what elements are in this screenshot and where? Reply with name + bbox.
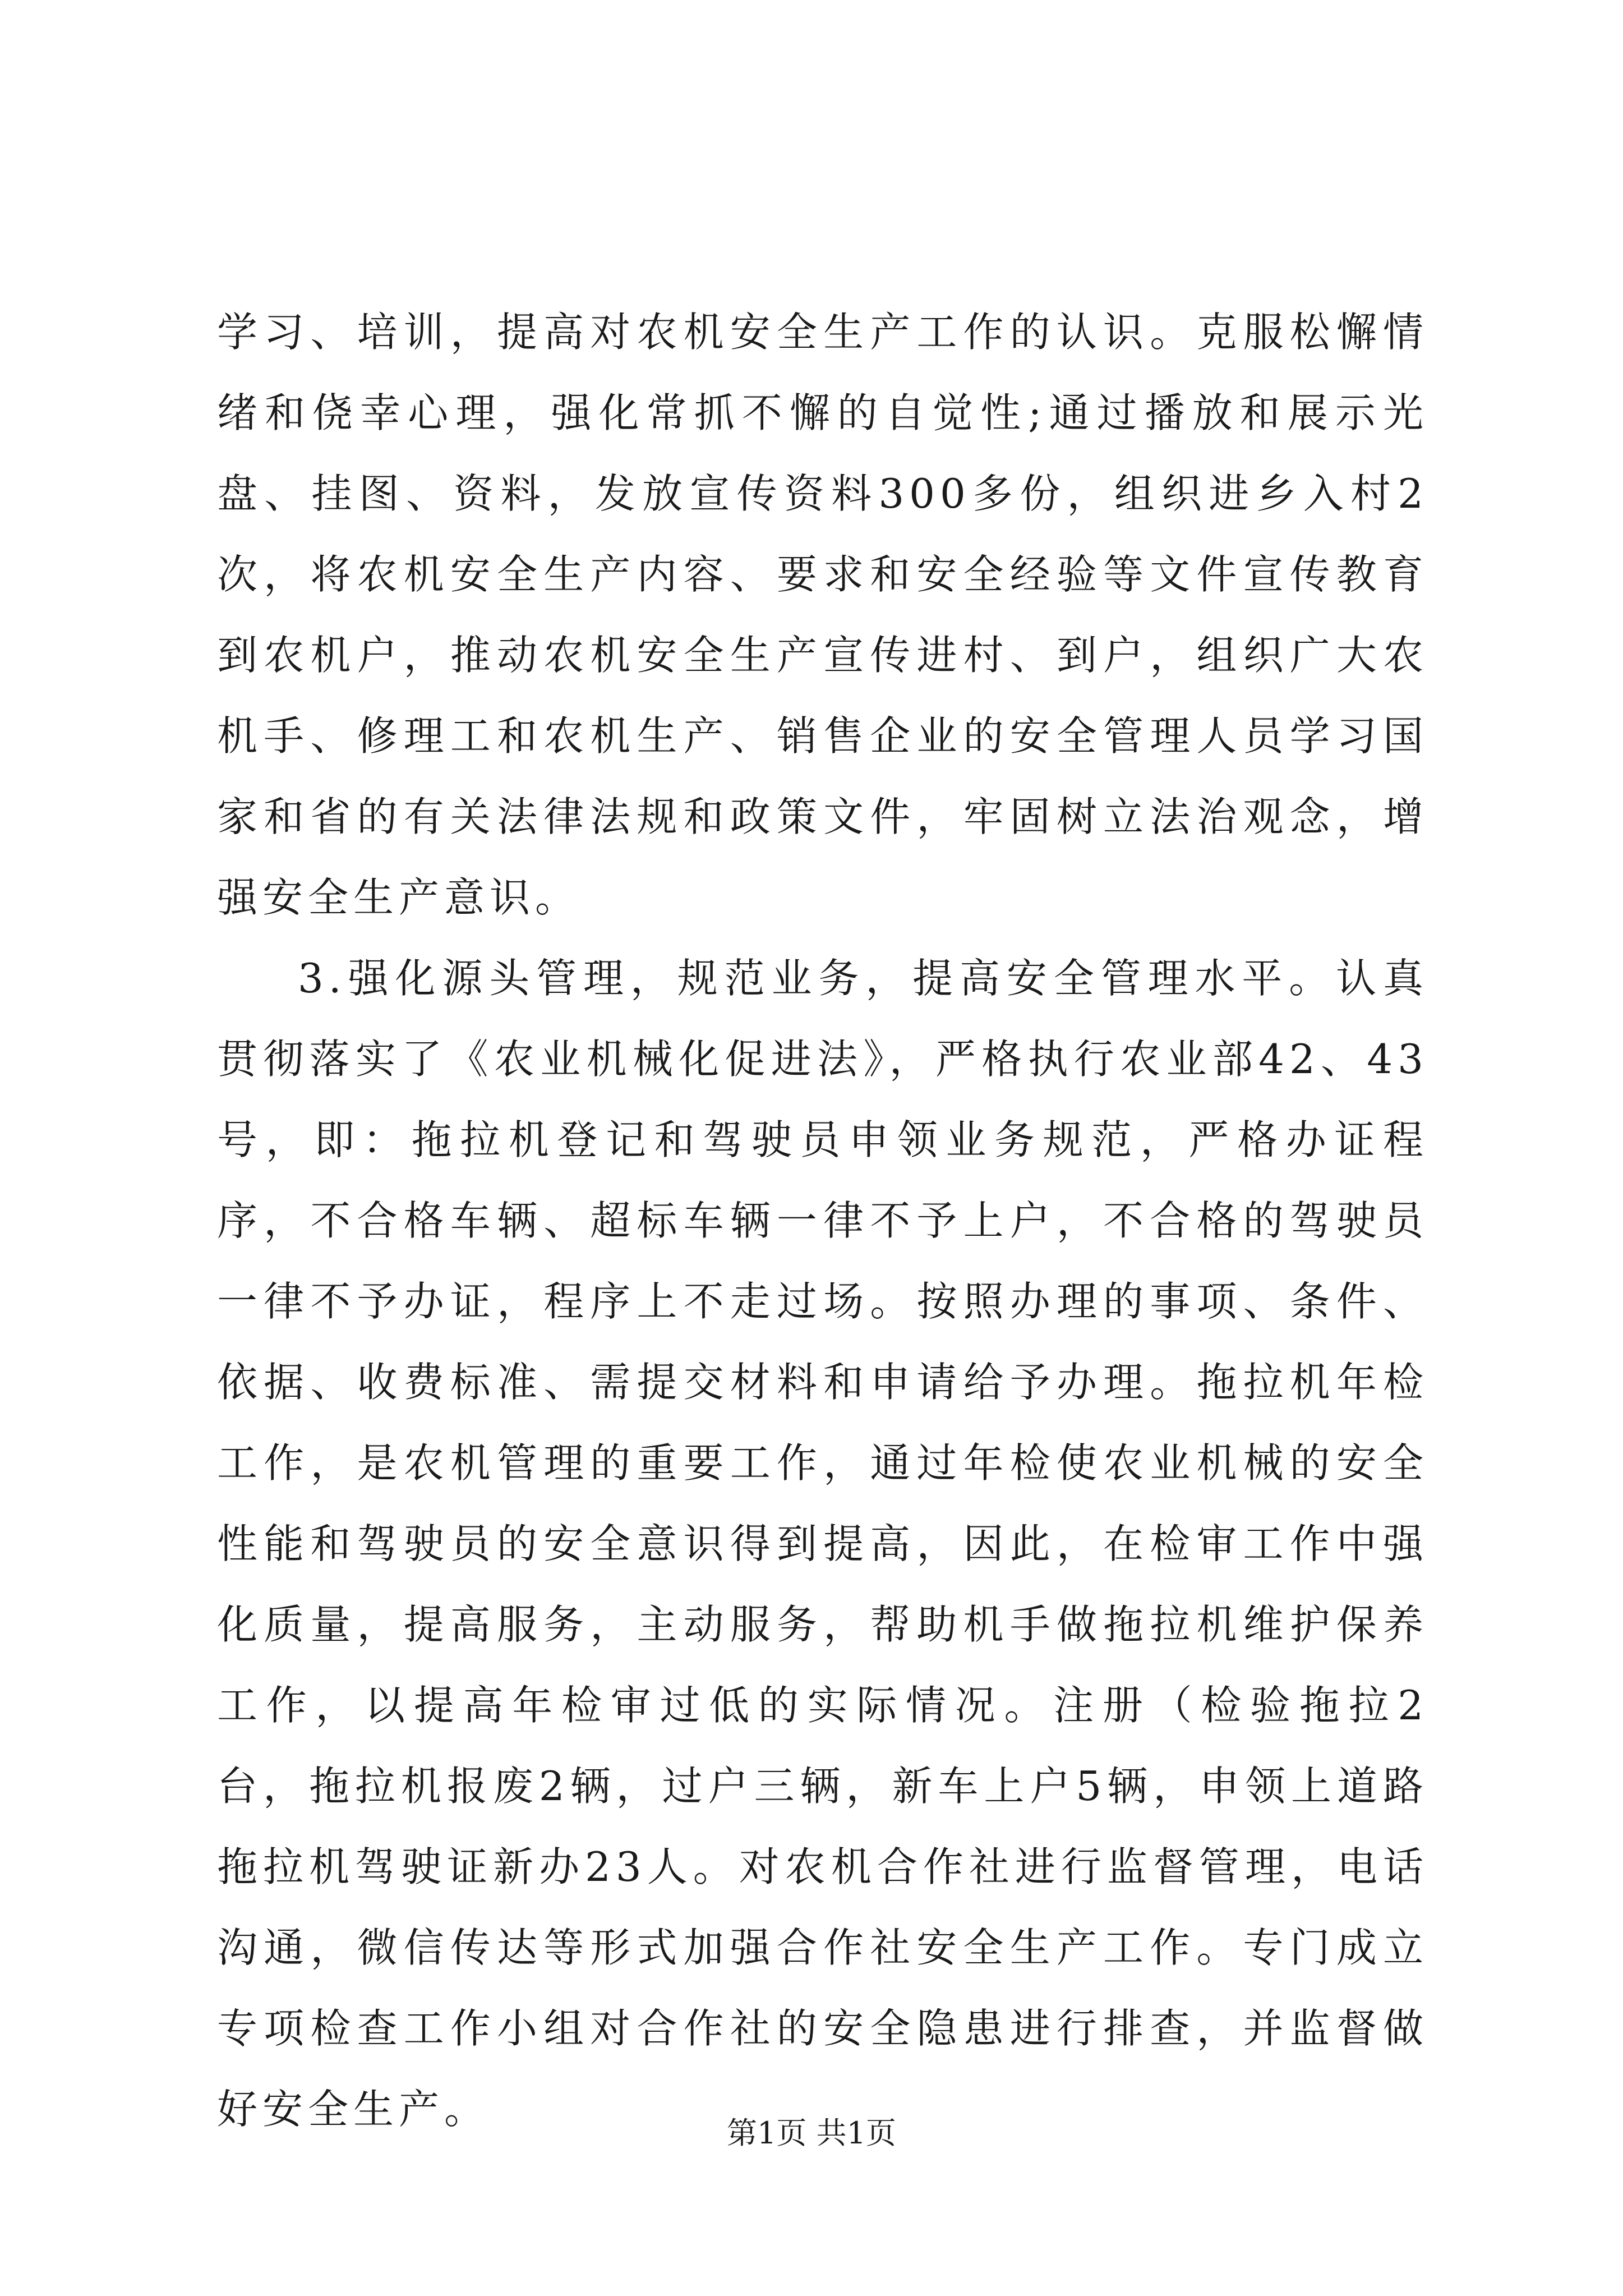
paragraph-1: 学习、培训，提高对农机安全生产工作的认识。克服松懈情绪和侥幸心理，强化常抓不懈的自觉性;通过播放和展示光盘、挂图、资料，发放宣传资料300多份，组织进乡入村2次，将农机安全生产内容、要求和安全经验等文件宣传教育到农机户，推动农机安全生产宣传进村、到户，组织广大农机手、修理工和农机生产、销售企业的安全管理人员学习国家和省的有关法律法规和政策文件，牢固树立法治观念，增强安全生产意识。 [217,309,1428,921]
page-footer: 第1页 共1页 [727,2115,896,2151]
document-body [217,292,1428,2150]
paragraph-2: 3.强化源头管理，规范业务，提高安全管理水平。认真贯彻落实了《农业机械化促进法》，严格执行农业部42、43号，即：拖拉机登记和驾驶员申领业务规范，严格办证程序，不合格车辆、超标车辆一律不予上户，不合格的驾驶员一律不予办证，程序上不走过场。按照办理的事项、条件、依据、收费标准、需提交材料和申请给予办理。拖拉机年检工作，是农机管理的重要工作，通过年检使农业机械的安全性能和驾驶员的安全意识得到提高，因此，在检审工作中强化质量，提高服务，主动服务，帮助机手做拖拉机维护保养工作，以提高年检审过低的实际情况。注册（检验拖拉2台，拖拉机报废2辆，过户三辆，新车上户5辆，申领上道路拖拉机驾驶证新办23人。对农机合作社进行监督管理，电话沟通，微信传达等形式加强合作社安全生产工作。专门成立专项检查工作小组对合作社的安全隐患进行排查，并监督做好安全生产。 [217,955,1428,2133]
